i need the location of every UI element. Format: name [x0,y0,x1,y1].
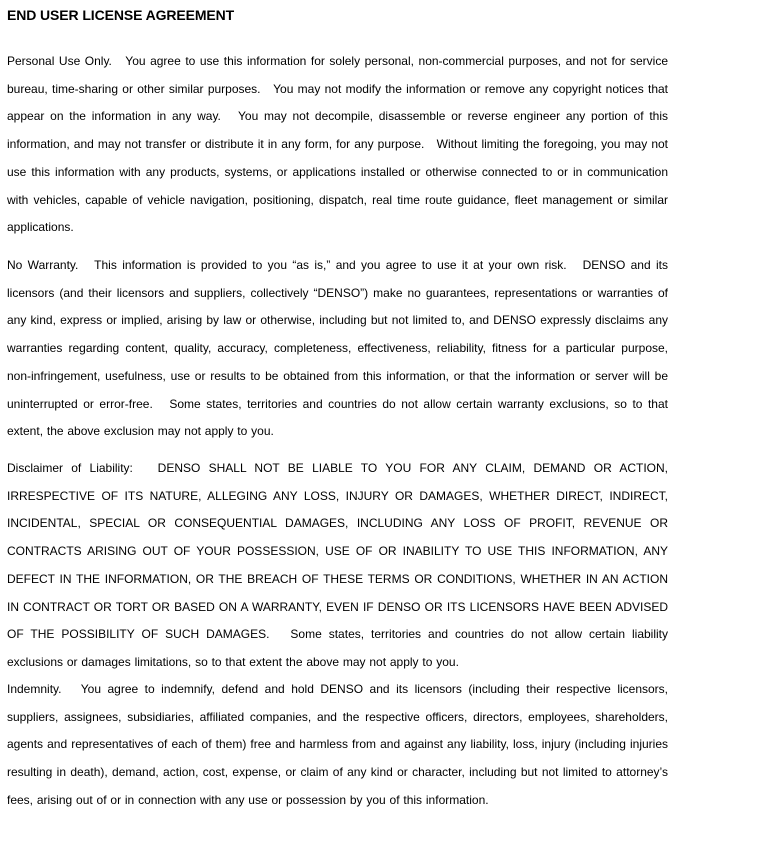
paragraph-personal-use: Personal Use Only. You agree to use this information for solely personal, non-commercial purposes, and not for service bureau, time-sharing or other similar purposes. You may not modify the information or remove any copyright notices that appear on the information in any way. You may not decompile, disassemble or reverse engineer any portion of this information, and may not transfer or distribute it in any form, for any purpose. Without limiting the foregoing, you may not use this information with any products, systems, or applications installed or otherwise connected to or in communication with vehicles, capable of vehicle navigation, positioning, dispatch, real time route guidance, fleet management or similar applications. [7,54,668,235]
paragraph-disclaimer-of-liability: Disclaimer of Liability: DENSO SHALL NOT BE LIABLE TO YOU FOR ANY CLAIM, DEMAND OR ACTION, IRRESPECTIVE OF ITS NATURE, ALLEGING ANY LOSS, INJURY OR DAMAGES, WHETHER DIRECT, INDIRECT, INCIDENTAL, SPECIAL OR CONSEQUENTIAL DAMAGES, INCLUDING ANY LOSS OF PROFIT, REVENUE OR CONTRACTS ARISING OUT OF YOUR POSSESSION, USE OF OR INABILITY TO USE THIS INFORMATION, ANY DEFECT IN THE INFORMATION, OR THE BREACH OF THESE TERMS OR CONDITIONS, WHETHER IN AN ACTION IN CONTRACT OR TORT OR BASED ON A WARRANTY, EVEN IF DENSO OR ITS LICENSORS HAVE BEEN ADVISED OF THE POSSIBILITY OF SUCH DAMAGES. Some states, territories and countries do not allow certain liability exclusions or damages limitations, so to that extent the above may not apply to you. [7,461,668,669]
paragraph-no-warranty: No Warranty. This information is provided to you “as is,” and you agree to use it at your own risk. DENSO and its licensors (and their licensors and suppliers, collectively “DENSO”) make no guarantees, representations or warranties of any kind, express or implied, arising by law or otherwise, including but not limited to, and DENSO expressly disclaims any warranties regarding content, quality, accuracy, completeness, effectiveness, reliability, fitness for a particular purpose, non-infringement, usefulness, use or results to be obtained from this information, or that the information or server will be uninterrupted or error-free. Some states, territories and countries do not allow certain warranty exclusions, so to that extent, the above exclusion may not apply to you. [7,258,668,439]
paragraph-indemnity: Indemnity. You agree to indemnify, defend and hold DENSO and its licensors (including their respective licensors, suppliers, assignees, subsidiaries, affiliated companies, and the respective officers, directors, employees, shareholders, agents and representatives of each of them) free and harmless from and against any liability, loss, injury (including injuries resulting in death), demand, action, cost, expense, or claim of any kind or character, including but not limited to attorney’s fees, arising out of or in connection with any use or possession by you of this information. [7,682,668,807]
background-strip [676,0,761,847]
document-title: END USER LICENSE AGREEMENT [7,7,235,23]
